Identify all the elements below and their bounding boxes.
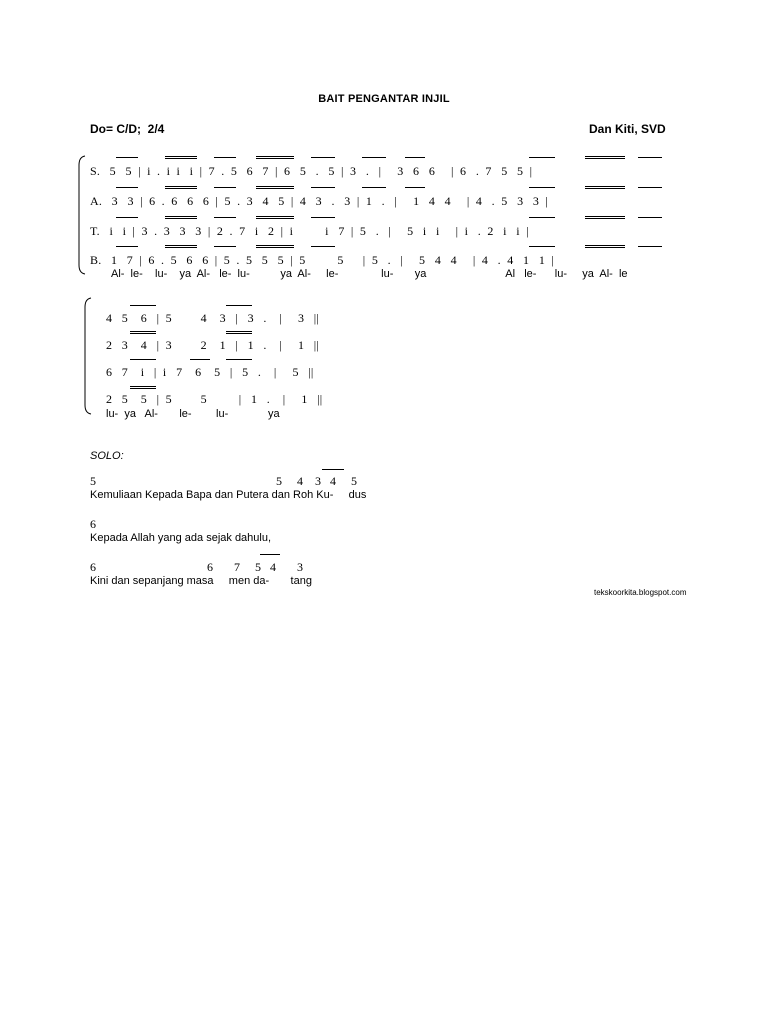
solo-label: SOLO:: [90, 450, 124, 462]
soprano-line-1: S. 5 5 | i . i i i | 7 . 5 6 7 | 6 5 . 5 | 3 . | 3 6 6 | 6 . 7 5 5 |: [90, 164, 533, 178]
solo-notes-2a: 6: [90, 517, 96, 531]
page-title: BAIT PENGANTAR INJIL: [318, 93, 450, 105]
solo-notes-3a: 6: [90, 560, 96, 574]
system-brace-2: [83, 297, 93, 415]
tenor-line-2: 6 7 i | i 7 6 5 | 5 . | 5 ||: [106, 365, 314, 379]
lyrics-line-2: lu- ya Al- le- lu- ya: [106, 408, 280, 420]
bass-line-2: 2 5 5 | 5 5 | 1 . | 1 ||: [106, 392, 323, 406]
soprano-line-2: 4 5 6 | 5 4 3 | 3 . | 3 ||: [106, 311, 320, 325]
solo-text-3: Kini dan sepanjang masa men da- tang: [90, 575, 312, 587]
alto-line-1: A. 3 3 | 6 . 6 6 6 | 5 . 3 4 5 | 4 3 . 3 | 1 . | 1 4 4 | 4 . 5 3 3 |: [90, 194, 549, 208]
solo-notes-1b: 5 4 3 4 5: [276, 474, 357, 488]
solo-beam-1: [322, 469, 344, 470]
solo-text-1: Kemuliaan Kepada Bapa dan Putera dan Roh Ku- dus: [90, 489, 367, 501]
system-brace-1: [77, 155, 87, 275]
solo-notes-3b: 6 7 5 4 3: [207, 560, 303, 574]
key-signature: Do= C/D; 2/4: [90, 122, 165, 136]
composer: Dan Kiti, SVD: [589, 122, 666, 136]
lyrics-line-1: Al- le- lu- ya Al- le- lu- ya Al- le- lu- ya Al le- lu- ya Al- le: [111, 268, 628, 280]
tenor-line-1: T. i i | 3 . 3 3 3 | 2 . 7 i 2 | i i 7 | 5 . | 5 i i | i . 2 i i |: [90, 224, 529, 238]
solo-text-2: Kepada Allah yang ada sejak dahulu,: [90, 532, 272, 544]
bass-line-1: B. 1 7 | 6 . 5 6 6 | 5 . 5 5 5 | 5 5 | 5 . | 5 4 4 | 4 . 4 1 1 |: [90, 253, 555, 267]
solo-beam-3: [260, 554, 280, 555]
footer-url: tekskoorkita.blogspot.com: [594, 588, 687, 597]
alto-line-2: 2 3 4 | 3 2 1 | 1 . | 1 ||: [106, 338, 320, 352]
solo-notes-1a: 5: [90, 474, 96, 488]
